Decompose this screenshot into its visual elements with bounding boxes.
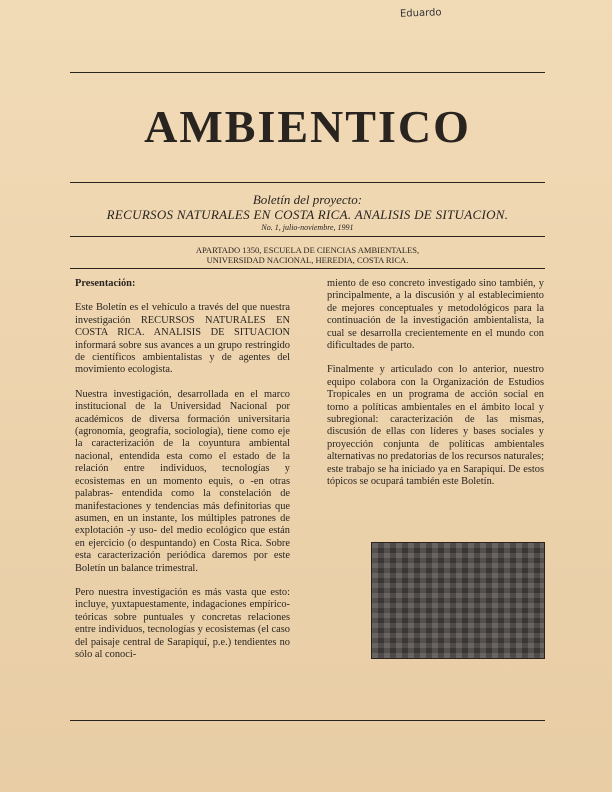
bulletin-label: Boletín del proyecto: bbox=[252, 192, 363, 207]
masthead-title: AMBIENTICO bbox=[144, 101, 471, 152]
project-title: RECURSOS NATURALES EN COSTA RICA. ANALISIS DE SITUACION. bbox=[106, 207, 509, 222]
article-heading: Presentación: bbox=[75, 278, 136, 289]
issue-info: No. 1, julio-noviembre, 1991 bbox=[261, 223, 354, 232]
paragraph: Este Boletín es el vehículo a través del que nuestra investigación RECURSOS NATURALES EN COSTA RICA. ANALISIS DE SITUACION informará sobre sus avances a un grupo restringido de científicos ambientalistas y de agentes del movimiento ecologista. bbox=[75, 302, 290, 376]
paragraph: miento de eso concreto investigado sino también, y principalmente, a la discusión y al establecimiento de mejores conceptuales y metodológicos para la continuación de la investigación ambientalista, la cual se desarrolla crecientemente en el mundo con dificultades de parto. bbox=[327, 278, 544, 352]
address-line-2: UNIVERSIDAD NACIONAL, HEREDIA, COSTA RICA. bbox=[206, 255, 409, 265]
paragraph: Finalmente y articulado con lo anterior, nuestro equipo colabora con la Organización de Estudios Tropicales en un programa de acción social en torno a políticas ambientales en el ámbito local y subregional: caracterización de las mismas, discusión de ellas con líderes y bases sociales y proyección conjunta de políticas ambientales alternativas no predatorias de los recursos naturales; este trabajo se ha iniciado ya en Sarapiquí. De estos tópicos se ocupará también este Boletín. bbox=[327, 364, 544, 488]
top-rule bbox=[70, 72, 545, 73]
paragraph: Pero nuestra investigación es más vasta que esto: incluye, yuxtapuestamente, indagaciones empírico-teóricas sobre puntuales y concretas relaciones entre individuos, tecnologías y ecosistemas (el caso del paisaje central de Sarapiquí, p.e.) tendientes no sólo al conoci- bbox=[75, 586, 290, 660]
masthead-rule bbox=[70, 182, 545, 183]
paragraph: Nuestra investigación, desarrollada en el marco institucional de la Universidad Nacional por académicos de diversa formación universitaria (agronomía, geografía, sociología), tiene como eje la caracterización de la coyuntura ambiental nacional, entendida esta como el estado de la relación entre individuos, tecnologías y ecosistemas en un momento equis, o -en otras palabras- entendida como la constelación de manifestaciones y tendencias más definitorias que asumen, en un instante, los múltiples patrones de explotación -y uso- del medio ecológico que están en ejercicio (o despuntando) en Costa Rica. Sobre esta caracterización periódica daremos por este Boletín un balance trimestral. bbox=[75, 388, 290, 574]
address-line-1: APARTADO 1350, ESCUELA DE CIENCIAS AMBIENTALES, bbox=[195, 245, 420, 255]
handwritten-annotation: Eduardo bbox=[399, 7, 442, 20]
address-rule bbox=[70, 268, 545, 269]
right-column bbox=[327, 278, 544, 501]
halftone-photo bbox=[371, 542, 545, 659]
bottom-rule bbox=[70, 720, 545, 721]
left-column bbox=[75, 278, 290, 673]
subtitle-rule bbox=[70, 236, 545, 237]
